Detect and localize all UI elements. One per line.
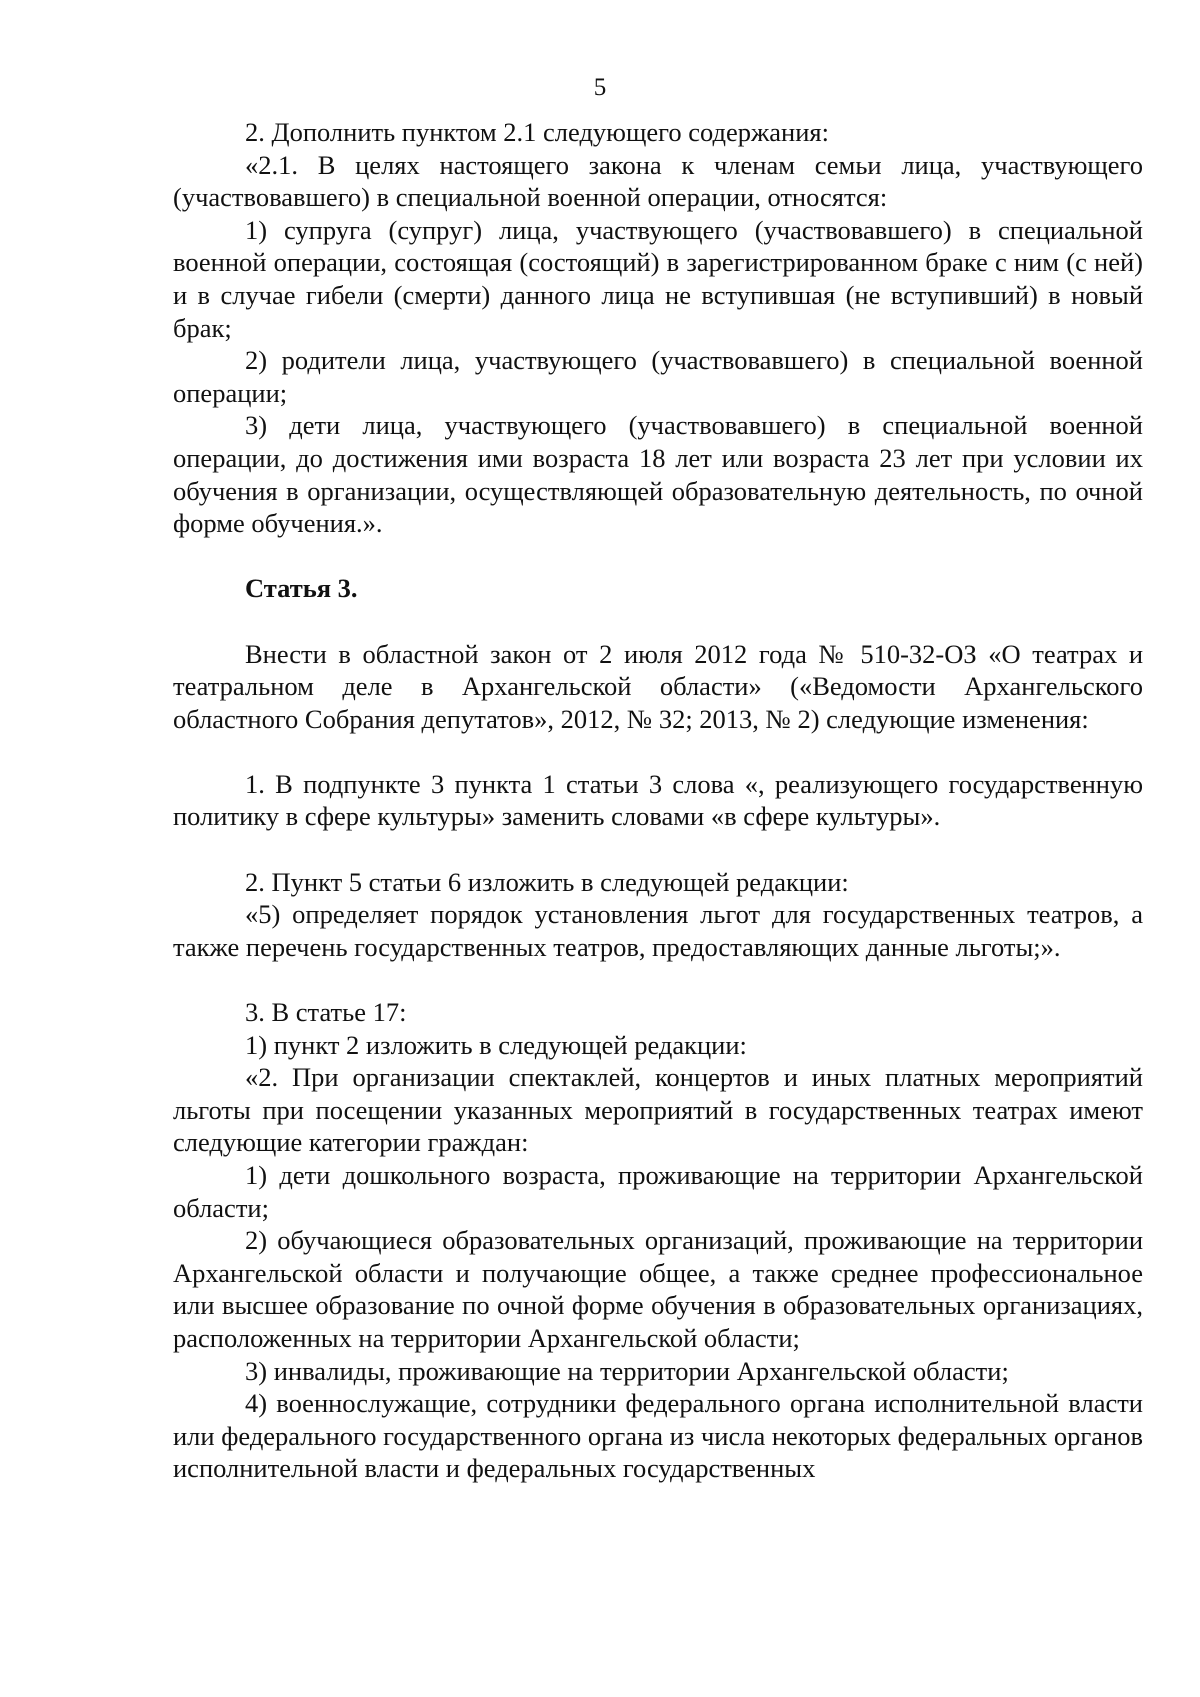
spacer: [173, 963, 1143, 996]
paragraph-clause-2-1-subitem-1: 1) супруга (супруг) лица, участвующего (участвовавшего) в специальной военной операции, состоящая (состоящий) в зарегистрированном браке с ним (с ней) и в случае гибели (смерти) данного лица не вступившая (не вступивший) в новый брак;: [173, 214, 1143, 343]
paragraph-amendment-2: 2. Пункт 5 статьи 6 изложить в следующей редакции:: [245, 866, 849, 897]
paragraph-amendment-2-text: «5) определяет порядок установления льгот для государственных театров, а также перечень государственных театров, предоставляющих данные льготы;».: [173, 899, 1143, 962]
paragraph-clause-2-1-subitem-2: 2) родители лица, участвующего (участвовавшего) в специальной военной операции;: [173, 345, 1143, 408]
spacer: [173, 833, 1143, 866]
paragraph-clause-2-subitem-4: 4) военнослужащие, сотрудники федерального органа исполнительной власти или федерального государственного органа из числа некоторых федеральных органов исполнительной власти и федеральных государственных: [173, 1388, 1143, 1484]
spacer: [173, 605, 1143, 638]
article-heading: Статья 3.: [245, 573, 358, 604]
paragraph-amendment-3-subitem-1: 1) пункт 2 изложить в следующей редакции:: [245, 1029, 747, 1060]
spacer: [173, 540, 1143, 573]
paragraph-clause-2-1-subitem-3: 3) дети лица, участвующего (участвовавшего) в специальной военной операции, до достижения ими возраста 18 лет или возраста 23 лет при условии их обучения в организации, осуществляющей образовательную деятельность, по очной форме обучения.».: [173, 410, 1143, 539]
paragraph-article-3-intro: Внести в областной закон от 2 июля 2012 года № 510-32-ОЗ «О театрах и театральном деле в Архангельской области» («Ведомости Архангельского областного Собрания депутатов», 2012, № 32; 2013, № 2) следующие изменения:: [173, 638, 1143, 734]
paragraph-clause-2-subitem-3: 3) инвалиды, проживающие на территории Архангельской области;: [245, 1355, 1009, 1386]
paragraph-clause-2-subitem-2: 2) обучающиеся образовательных организаций, проживающие на территории Архангельской области и получающие общее, а также среднее профессиональное или высшее образование по очной форме обучения в образовательных организациях, расположенных на территории Архангельской области;: [173, 1225, 1143, 1353]
spacer: [173, 735, 1143, 768]
paragraph-item-2-intro: 2. Дополнить пунктом 2.1 следующего содержания:: [245, 117, 829, 147]
paragraph-clause-2-1-intro: «2.1. В целях настоящего закона к членам семьи лица, участвующего (участвовавшего) в специальной военной операции, относятся:: [173, 149, 1143, 213]
document-body: [173, 116, 1143, 1485]
paragraph-amendment-1: 1. В подпункте 3 пункта 1 статьи 3 слова «, реализующего государственную политику в сфере культуры» заменить словами «в сфере культуры».: [173, 768, 1143, 832]
page-number: 5: [593, 74, 607, 101]
paragraph-amendment-3: 3. В статье 17:: [245, 997, 407, 1028]
paragraph-clause-2-intro: «2. При организации спектаклей, концертов и иных платных мероприятий льготы при посещении указанных мероприятий в государственных театрах имеют следующие категории граждан:: [173, 1062, 1143, 1158]
paragraph-clause-2-subitem-1: 1) дети дошкольного возраста, проживающие на территории Архангельской области;: [173, 1160, 1143, 1223]
